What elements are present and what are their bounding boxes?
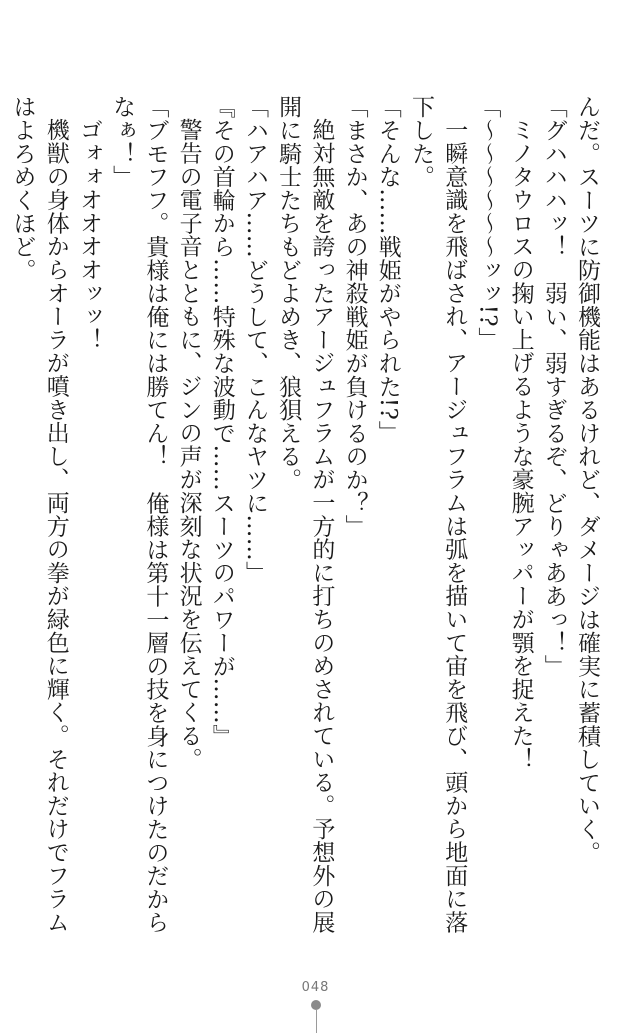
paragraph: 絶対無敵を誇ったアージュフラムが一方的に打ちのめされている。予想外の展開に騎士たちもどよめき、狼狽える。 xyxy=(275,95,335,934)
paragraph: 一瞬意識を飛ばされ、アージュフラムは弧を描いて宙を飛び、頭から地面に落下した。 xyxy=(407,95,468,934)
body-text xyxy=(9,95,603,955)
paragraph: ミノタウロスの掬い上げるような豪腕アッパーが顎を捉えた！ xyxy=(507,118,534,771)
page-number: 048 xyxy=(301,980,330,995)
page-footer xyxy=(0,980,631,1033)
paragraph: 警告の電子音とともに、ジンの声が深刻な状況を伝えてくる。 xyxy=(175,118,202,771)
paragraph: んだ。スーツに防御機能はあるけれど、ダメージは確実に蓄積していく。 xyxy=(574,95,600,864)
page-marker-line xyxy=(316,1010,317,1033)
paragraph: 「グハハハッ！ 弱い、弱すぎるぞ、どりゃああっ！」 xyxy=(540,95,567,678)
paragraph: 「ブモフフ。貴様は俺には勝てん！ 俺様は第十一層の技を身につけたのだからなぁ！」 xyxy=(109,95,169,934)
page-marker-dot xyxy=(311,1000,321,1010)
paragraph: 機獣の身体からオーラが噴き出し、両方の拳が緑色に輝く。それだけでフラムはよろめくほど。 xyxy=(9,95,69,934)
paragraph: 「まさか、あの神殺戦姫が負けるのか？」 xyxy=(341,95,368,538)
paragraph: 「ハアハア……どうして、こんなヤツに……」 xyxy=(241,95,268,585)
paragraph: 「そんな……戦姫がやられた!?」 xyxy=(374,95,401,444)
paragraph: ゴォォオオオオッッ！ xyxy=(75,118,102,351)
paragraph: 『その首輪から……特殊な波動で……スーツのパワーが……』 xyxy=(208,95,235,748)
paragraph: 「～～～～～～ッッ!?」 xyxy=(474,95,501,351)
